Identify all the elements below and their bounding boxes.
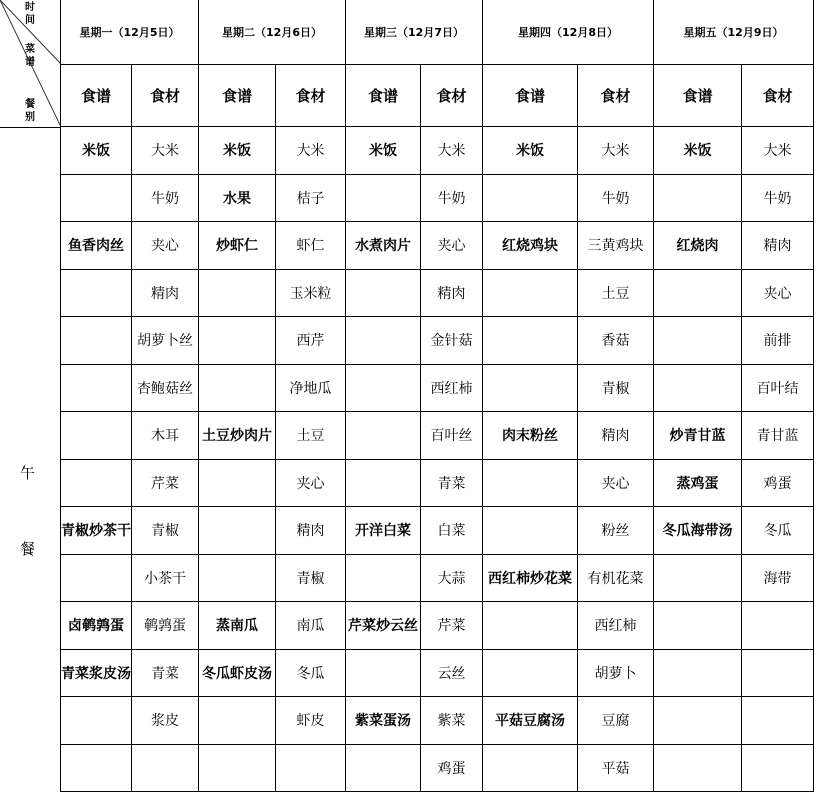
ingredient-cell: 西红柿 (578, 602, 654, 650)
ingredient-cell: 大米 (578, 127, 654, 175)
ingredient-cell: 粉丝 (578, 507, 654, 555)
recipe-cell (654, 602, 742, 650)
recipe-cell: 卤鹌鹑蛋 (61, 602, 132, 650)
ingredient-cell: 桔子 (276, 174, 346, 222)
recipe-cell (346, 412, 421, 460)
ingredient-cell: 金针菇 (421, 317, 483, 365)
ingredient-cell: 精肉 (578, 412, 654, 460)
ingredient-cell: 夹心 (742, 269, 814, 317)
recipe-cell: 开洋白菜 (346, 507, 421, 555)
recipe-cell (199, 364, 276, 412)
table-row (61, 269, 814, 317)
ingredient-cell: 海带 (742, 554, 814, 602)
day-header-fri: 星期五（12月9日） (654, 0, 814, 65)
ingredient-cell: 杏鲍菇丝 (132, 364, 199, 412)
ingredient-cell: 冬瓜 (742, 507, 814, 555)
table-row (61, 649, 814, 697)
table-row (61, 602, 814, 650)
recipe-cell (654, 174, 742, 222)
day-header-wed: 星期三（12月7日） (346, 0, 483, 65)
recipe-cell: 米饭 (483, 127, 578, 175)
recipe-cell (199, 269, 276, 317)
ingredient-cell: 紫菜 (421, 697, 483, 745)
table-row (61, 554, 814, 602)
ingredient-cell: 夹心 (578, 459, 654, 507)
day-header-thu: 星期四（12月8日） (483, 0, 654, 65)
subheader-ingredient: 食材 (742, 65, 814, 127)
subheader-recipe: 食谱 (199, 65, 276, 127)
recipe-cell: 米饭 (654, 127, 742, 175)
subheader-ingredient: 食材 (132, 65, 199, 127)
recipe-cell: 青椒炒茶干 (61, 507, 132, 555)
ingredient-cell: 夹心 (276, 459, 346, 507)
recipe-cell (199, 554, 276, 602)
recipe-cell (61, 554, 132, 602)
meal-label-char1: 午 (20, 464, 36, 482)
subheader-recipe: 食谱 (483, 65, 578, 127)
ingredient-cell: 精肉 (742, 222, 814, 270)
ingredient-cell: 牛奶 (742, 174, 814, 222)
day-header-tue: 星期二（12月6日） (199, 0, 346, 65)
ingredient-cell: 小茶干 (132, 554, 199, 602)
recipe-cell: 紫菜蛋汤 (346, 697, 421, 745)
recipe-cell (346, 364, 421, 412)
recipe-cell (483, 269, 578, 317)
ingredient-cell (742, 697, 814, 745)
ingredient-cell (742, 649, 814, 697)
subheader-ingredient: 食材 (578, 65, 654, 127)
table-row (61, 174, 814, 222)
ingredient-cell: 青椒 (276, 554, 346, 602)
ingredient-cell: 夹心 (132, 222, 199, 270)
corner-label-meal: 餐别 (25, 99, 35, 123)
ingredient-cell: 冬瓜 (276, 649, 346, 697)
recipe-cell (483, 507, 578, 555)
recipe-cell (483, 744, 578, 792)
ingredient-cell: 鸡蛋 (742, 459, 814, 507)
corner-label-time: 时间 (25, 2, 35, 26)
ingredient-cell (132, 744, 199, 792)
ingredient-cell: 平菇 (578, 744, 654, 792)
recipe-cell (199, 459, 276, 507)
recipe-cell (483, 364, 578, 412)
recipe-cell (61, 744, 132, 792)
day-header-mon: 星期一（12月5日） (61, 0, 199, 65)
recipe-cell: 水煮肉片 (346, 222, 421, 270)
recipe-cell: 土豆炒肉片 (199, 412, 276, 460)
recipe-cell (346, 174, 421, 222)
recipe-cell (61, 269, 132, 317)
table-row (61, 127, 814, 175)
ingredient-cell: 前排 (742, 317, 814, 365)
ingredient-cell: 三黄鸡块 (578, 222, 654, 270)
recipe-cell: 鱼香肉丝 (61, 222, 132, 270)
recipe-cell (654, 364, 742, 412)
recipe-cell: 冬瓜海带汤 (654, 507, 742, 555)
recipe-cell (346, 744, 421, 792)
recipe-cell (483, 174, 578, 222)
table-row (61, 412, 814, 460)
recipe-cell: 水果 (199, 174, 276, 222)
ingredient-cell (276, 744, 346, 792)
recipe-cell: 肉末粉丝 (483, 412, 578, 460)
ingredient-cell: 牛奶 (578, 174, 654, 222)
ingredient-cell: 大米 (276, 127, 346, 175)
ingredient-cell: 大米 (132, 127, 199, 175)
ingredient-cell: 净地瓜 (276, 364, 346, 412)
ingredient-cell: 精肉 (276, 507, 346, 555)
ingredient-cell: 豆腐 (578, 697, 654, 745)
table-row (61, 222, 814, 270)
recipe-cell (654, 317, 742, 365)
ingredient-cell: 有机花菜 (578, 554, 654, 602)
subheader-recipe: 食谱 (61, 65, 132, 127)
ingredient-cell: 虾仁 (276, 222, 346, 270)
recipe-cell: 蒸鸡蛋 (654, 459, 742, 507)
ingredient-cell: 精肉 (421, 269, 483, 317)
recipe-cell: 红烧鸡块 (483, 222, 578, 270)
recipe-cell (483, 317, 578, 365)
ingredient-cell: 鸡蛋 (421, 744, 483, 792)
ingredient-cell: 大米 (421, 127, 483, 175)
menu-table (60, 0, 814, 792)
ingredient-cell: 牛奶 (421, 174, 483, 222)
ingredient-cell: 青菜 (132, 649, 199, 697)
recipe-cell: 炒虾仁 (199, 222, 276, 270)
recipe-cell (483, 649, 578, 697)
recipe-cell (199, 744, 276, 792)
ingredient-cell: 云丝 (421, 649, 483, 697)
table-row (61, 697, 814, 745)
recipe-cell (654, 744, 742, 792)
ingredient-cell: 青菜 (421, 459, 483, 507)
subheader-ingredient: 食材 (276, 65, 346, 127)
recipe-cell: 炒青甘蓝 (654, 412, 742, 460)
ingredient-cell: 香菇 (578, 317, 654, 365)
ingredient-cell: 浆皮 (132, 697, 199, 745)
recipe-cell: 米饭 (199, 127, 276, 175)
ingredient-cell: 南瓜 (276, 602, 346, 650)
recipe-cell (61, 697, 132, 745)
recipe-cell (346, 459, 421, 507)
recipe-cell: 米饭 (61, 127, 132, 175)
corner-label-menu: 菜谱 (25, 44, 35, 68)
recipe-cell (346, 269, 421, 317)
recipe-cell (654, 269, 742, 317)
recipe-cell (199, 697, 276, 745)
ingredient-cell: 胡萝卜丝 (132, 317, 199, 365)
ingredient-cell: 精肉 (132, 269, 199, 317)
recipe-cell: 西红柿炒花菜 (483, 554, 578, 602)
header-corner-cell (0, 0, 61, 128)
recipe-cell (346, 317, 421, 365)
table-row (61, 364, 814, 412)
recipe-cell (654, 649, 742, 697)
recipe-cell: 芹菜炒云丝 (346, 602, 421, 650)
recipe-cell (199, 507, 276, 555)
ingredient-cell: 虾皮 (276, 697, 346, 745)
subheader-ingredient: 食材 (421, 65, 483, 127)
recipe-cell (61, 412, 132, 460)
recipe-cell (199, 317, 276, 365)
ingredient-cell: 大蒜 (421, 554, 483, 602)
ingredient-cell: 土豆 (276, 412, 346, 460)
ingredient-cell (742, 602, 814, 650)
table-row (61, 507, 814, 555)
recipe-cell (483, 459, 578, 507)
recipe-cell: 蒸南瓜 (199, 602, 276, 650)
ingredient-cell: 白菜 (421, 507, 483, 555)
recipe-cell: 青菜浆皮汤 (61, 649, 132, 697)
ingredient-cell: 木耳 (132, 412, 199, 460)
ingredient-cell: 土豆 (578, 269, 654, 317)
ingredient-cell: 百叶结 (742, 364, 814, 412)
ingredient-cell: 鹌鹑蛋 (132, 602, 199, 650)
meal-label-char2: 餐 (20, 540, 36, 558)
ingredient-cell: 玉米粒 (276, 269, 346, 317)
recipe-cell (61, 317, 132, 365)
ingredient-cell: 西芹 (276, 317, 346, 365)
ingredient-cell: 胡萝卜 (578, 649, 654, 697)
recipe-cell (61, 459, 132, 507)
ingredient-cell: 芹菜 (421, 602, 483, 650)
ingredient-cell: 青甘蓝 (742, 412, 814, 460)
ingredient-cell: 大米 (742, 127, 814, 175)
recipe-cell (483, 602, 578, 650)
recipe-cell: 米饭 (346, 127, 421, 175)
recipe-cell (654, 554, 742, 602)
recipe-cell (346, 649, 421, 697)
ingredient-cell: 西红柿 (421, 364, 483, 412)
ingredient-cell: 青椒 (132, 507, 199, 555)
ingredient-cell: 百叶丝 (421, 412, 483, 460)
recipe-cell (346, 554, 421, 602)
ingredient-cell: 牛奶 (132, 174, 199, 222)
table-row (61, 744, 814, 792)
subheader-recipe: 食谱 (654, 65, 742, 127)
recipe-cell (61, 174, 132, 222)
recipe-cell: 红烧肉 (654, 222, 742, 270)
table-row (61, 317, 814, 365)
ingredient-cell (742, 744, 814, 792)
ingredient-cell: 夹心 (421, 222, 483, 270)
recipe-cell: 冬瓜虾皮汤 (199, 649, 276, 697)
recipe-cell (61, 364, 132, 412)
ingredient-cell: 芹菜 (132, 459, 199, 507)
recipe-cell: 平菇豆腐汤 (483, 697, 578, 745)
ingredient-cell: 青椒 (578, 364, 654, 412)
subheader-recipe: 食谱 (346, 65, 421, 127)
recipe-cell (654, 697, 742, 745)
table-row (61, 459, 814, 507)
